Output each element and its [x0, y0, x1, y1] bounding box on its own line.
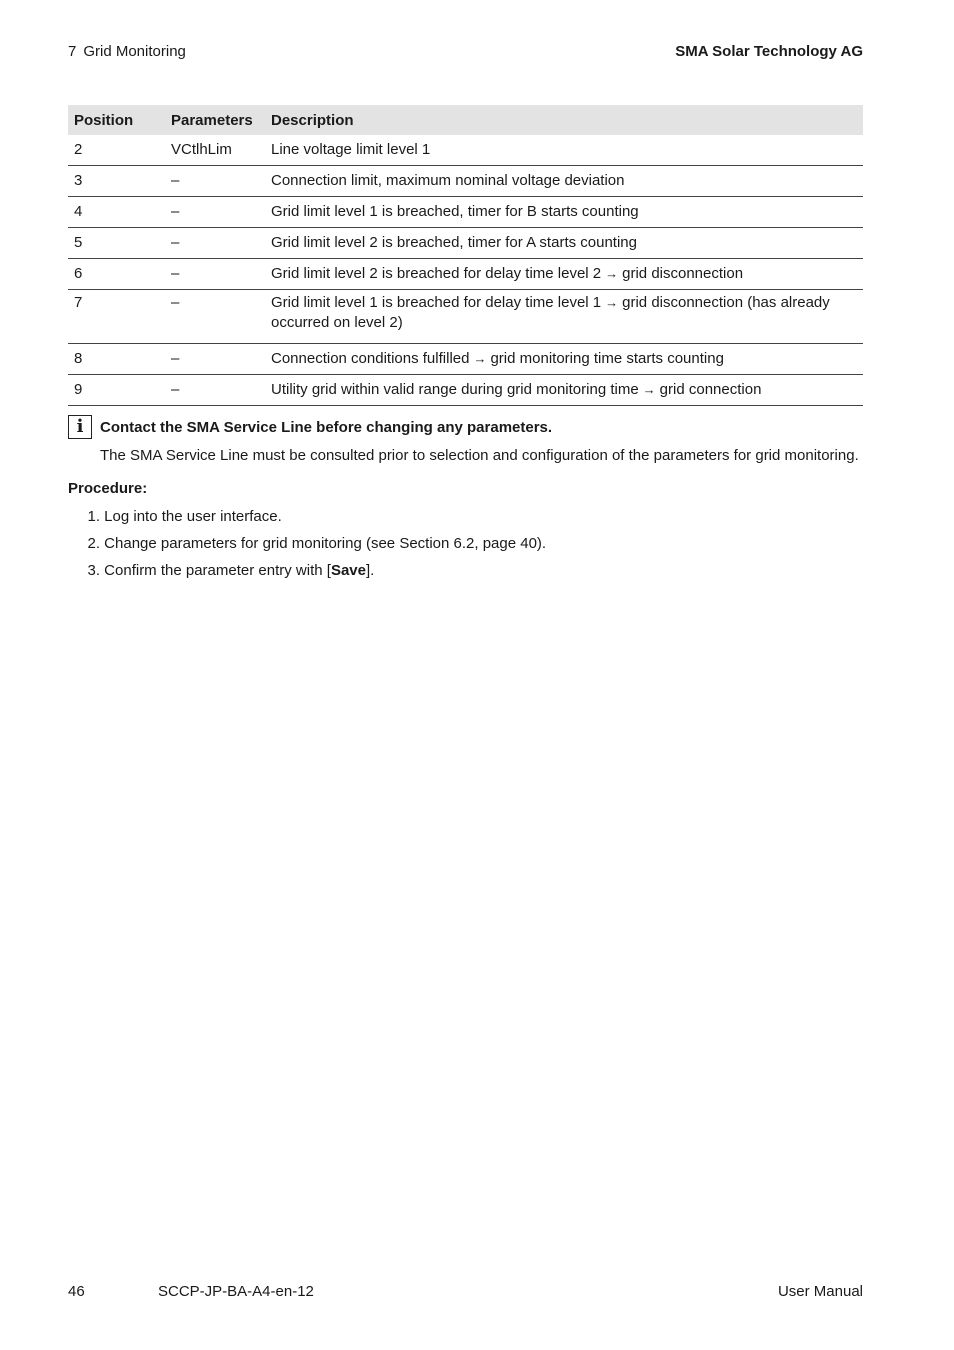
cell-parameter: – — [165, 290, 265, 344]
cell-position: 7 — [68, 290, 165, 344]
cell-position: 4 — [68, 197, 165, 228]
table-row — [68, 290, 863, 344]
description-part: Utility grid within valid range during grid monitoring time — [271, 381, 639, 398]
cell-description: Grid limit level 2 is breached, timer for A starts counting — [265, 228, 863, 259]
description-part: grid disconnection — [622, 265, 744, 282]
list-item — [68, 508, 546, 535]
table-row — [68, 166, 863, 197]
step-number: 1. — [87, 508, 100, 525]
parameter-table — [68, 105, 863, 406]
cell-description — [265, 375, 863, 406]
cell-parameter: – — [165, 375, 265, 406]
procedure-steps — [68, 508, 546, 589]
cell-position: 3 — [68, 166, 165, 197]
cell-position: 6 — [68, 259, 165, 290]
cell-parameter: – — [165, 228, 265, 259]
cell-position: 2 — [68, 135, 165, 166]
cell-description — [265, 290, 863, 344]
step-number: 3. — [87, 562, 100, 579]
procedure-title: Procedure: — [68, 480, 148, 497]
column-header-position: Position — [68, 105, 165, 135]
chapter-title: Grid Monitoring — [83, 43, 186, 60]
save-label: Save — [330, 562, 366, 579]
table-row — [68, 197, 863, 228]
description-part: Connection conditions fulfilled — [271, 350, 470, 367]
list-item — [68, 535, 546, 562]
cell-description: Line voltage limit level 1 — [265, 135, 863, 166]
table-row — [68, 228, 863, 259]
column-header-parameters: Parameters — [165, 105, 265, 135]
cell-parameter: – — [165, 344, 265, 375]
running-header-chapter — [68, 43, 186, 60]
running-header-company: SMA Solar Technology AG — [675, 43, 863, 60]
cell-description — [265, 259, 863, 290]
cell-parameter: VCtlhLim — [165, 135, 265, 166]
cell-description — [265, 344, 863, 375]
step-number: 2. — [87, 535, 100, 552]
cell-parameter: – — [165, 197, 265, 228]
arrow-right-icon: → — [473, 351, 487, 366]
cell-description: Connection limit, maximum nominal voltage deviation — [265, 166, 863, 197]
step-text — [104, 562, 374, 579]
step-text: Log into the user interface. — [104, 508, 282, 525]
chapter-number: 7 — [68, 43, 77, 60]
cell-position: 8 — [68, 344, 165, 375]
description-part: grid disconnection (has already occurred on level 2) — [271, 294, 830, 331]
list-item — [68, 562, 546, 589]
description-part: grid connection — [659, 381, 762, 398]
description-part: grid monitoring time starts counting — [490, 350, 724, 367]
footer-page-number: 46 — [68, 1283, 85, 1300]
table-header-row — [68, 105, 863, 135]
arrow-right-icon: → — [605, 266, 619, 281]
table-row — [68, 135, 863, 166]
cell-position: 9 — [68, 375, 165, 406]
table-row — [68, 259, 863, 290]
info-icon: i — [68, 415, 92, 439]
step-text: Change parameters for grid monitoring (see Section 6.2, page 40). — [104, 535, 547, 552]
footer-doc-type: User Manual — [777, 1283, 863, 1300]
description-part: Grid limit level 1 is breached for delay time level 1 — [271, 294, 602, 311]
table-row — [68, 375, 863, 406]
footer-doc-code: SCCP-JP-BA-A4-en-12 — [158, 1283, 314, 1300]
table-row — [68, 344, 863, 375]
cell-description: Grid limit level 1 is breached, timer for B starts counting — [265, 197, 863, 228]
step-text-before: Confirm the parameter entry with [ — [104, 562, 331, 579]
arrow-right-icon: → — [642, 382, 656, 397]
info-body: The SMA Service Line must be consulted prior to selection and configuration of the parameters for grid monitoring. — [100, 447, 859, 464]
cell-parameter: – — [165, 166, 265, 197]
column-header-description: Description — [265, 105, 863, 135]
info-title: Contact the SMA Service Line before changing any parameters. — [100, 419, 553, 436]
description-part: Grid limit level 2 is breached for delay time level 2 — [271, 265, 602, 282]
arrow-right-icon: → — [605, 295, 619, 310]
cell-parameter: – — [165, 259, 265, 290]
cell-position: 5 — [68, 228, 165, 259]
step-text-after: ]. — [365, 562, 375, 579]
